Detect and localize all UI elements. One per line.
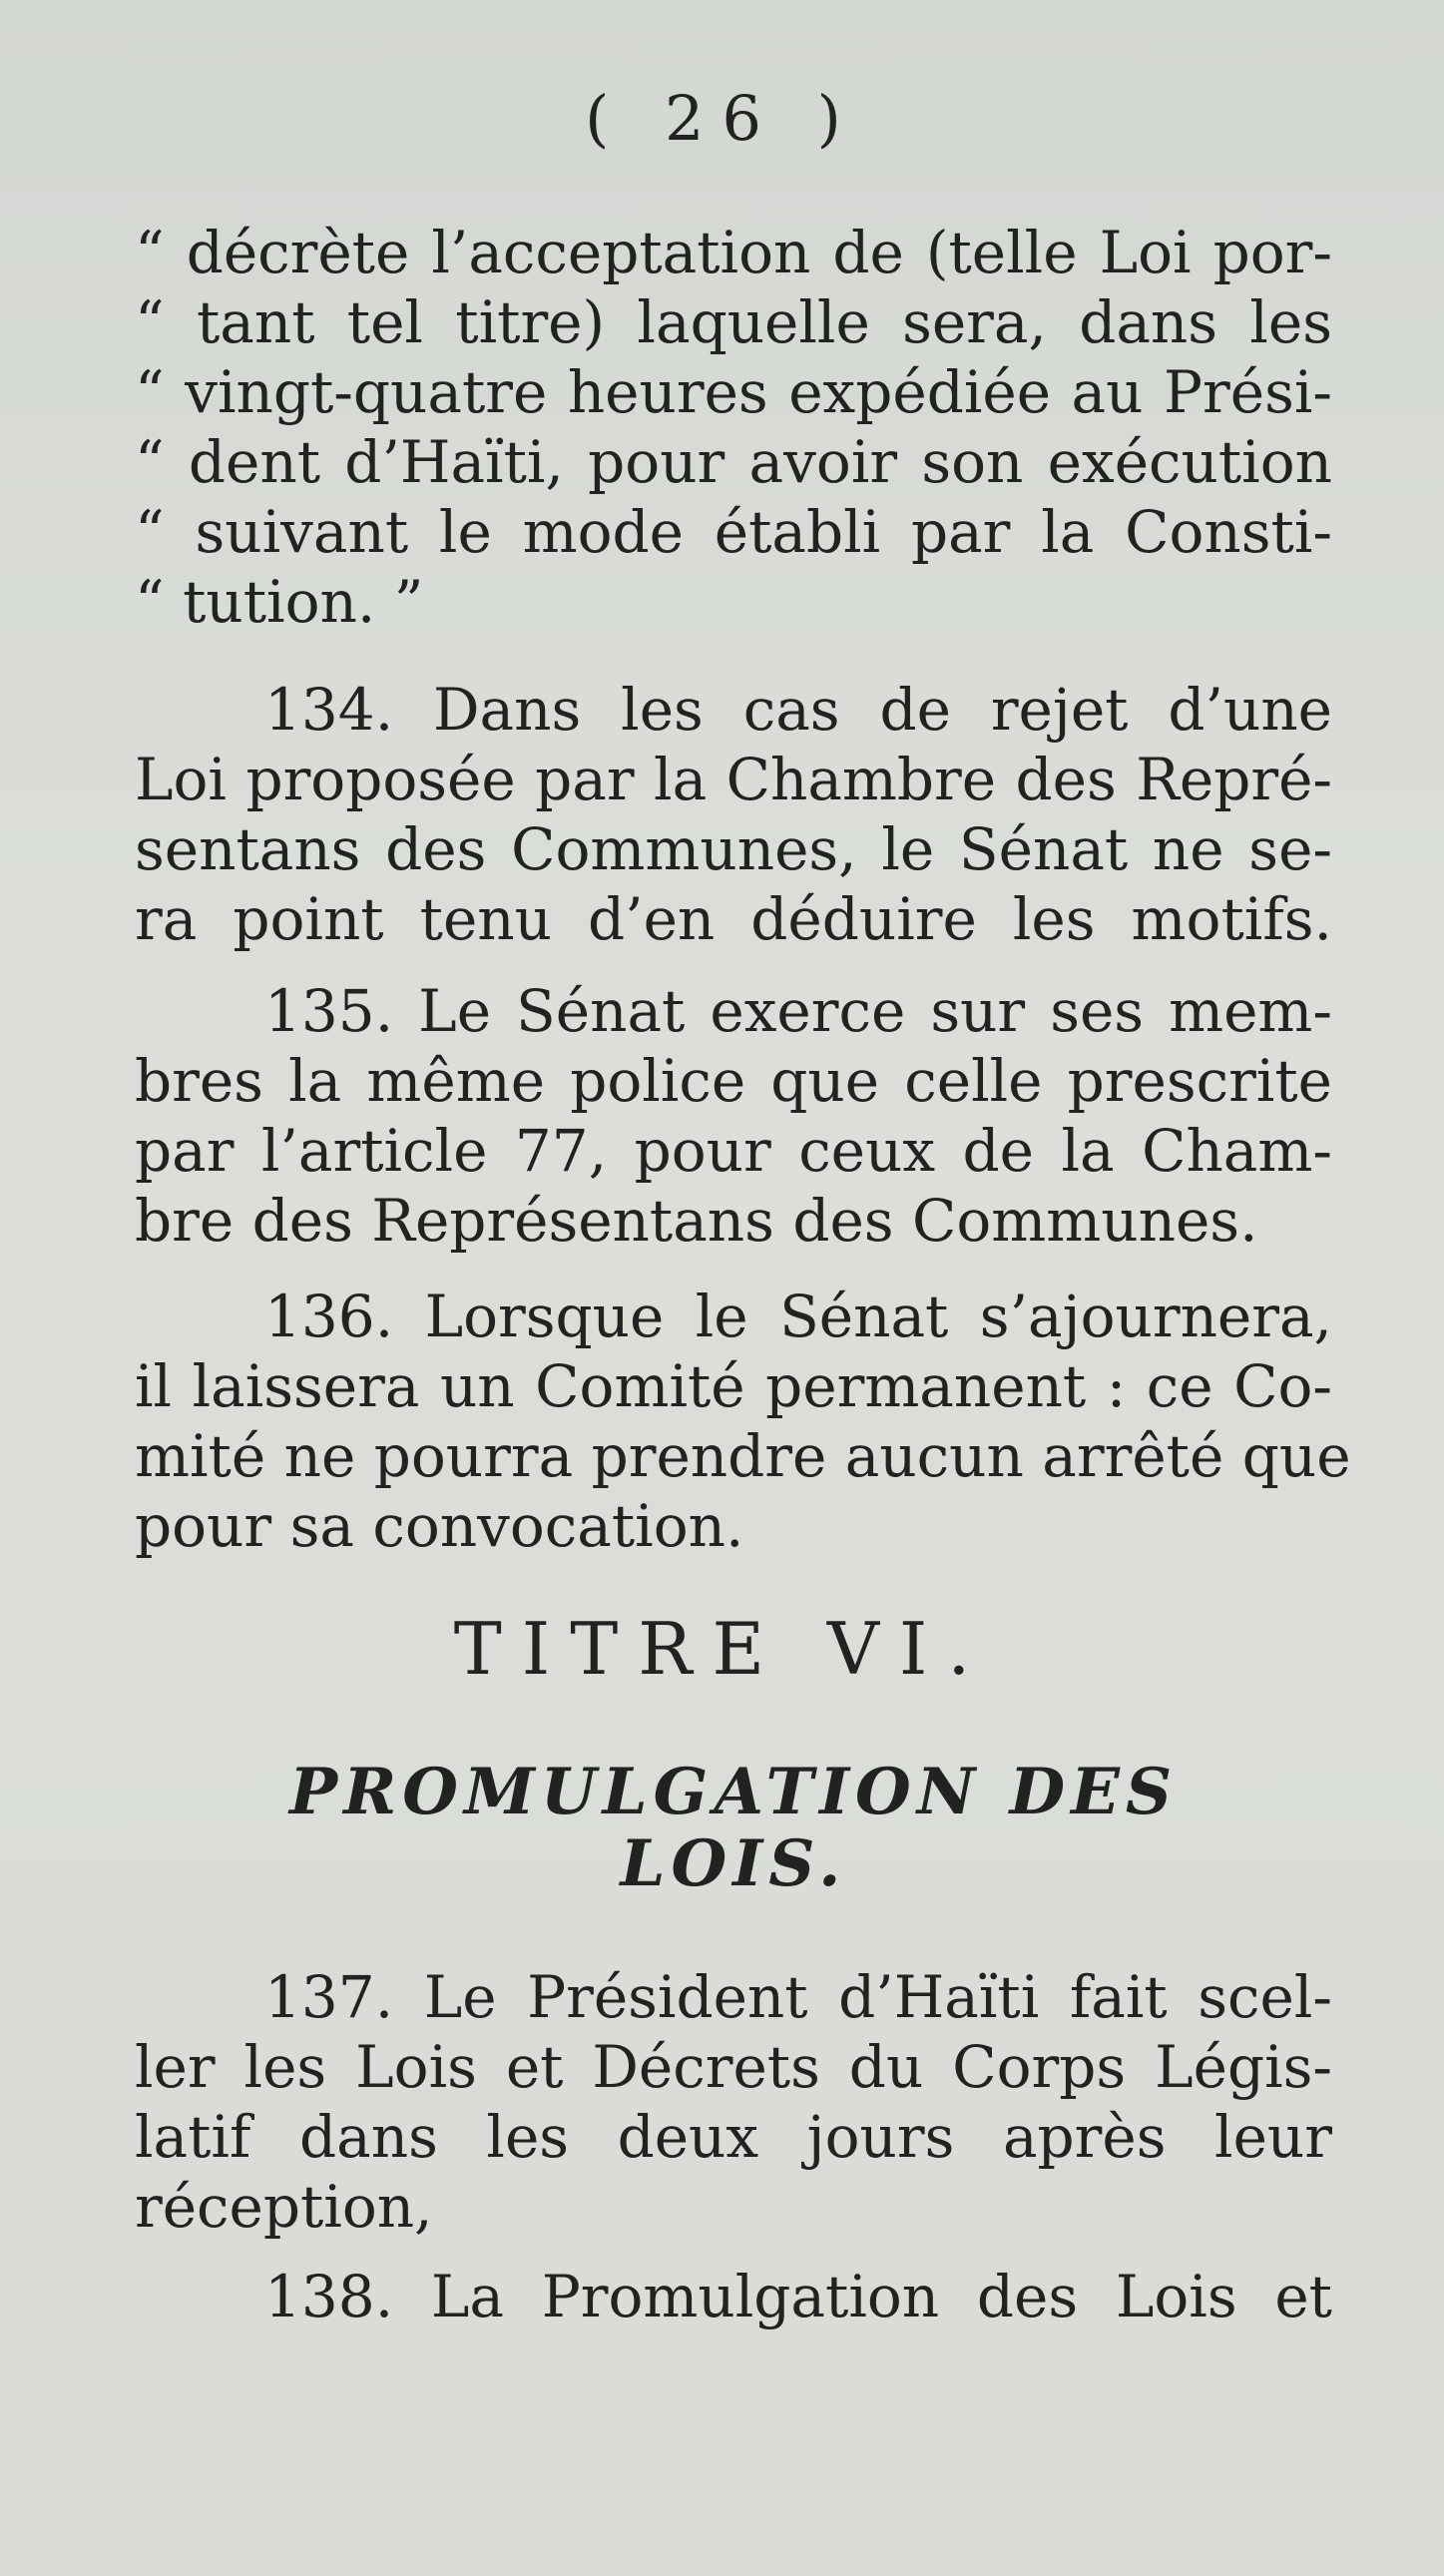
article-136 [135, 1282, 1351, 1561]
text-line: “ suivant le mode établi par la Consti- [135, 498, 1332, 566]
text-line: “ vingt-quatre heures expédiée au Prési- [135, 358, 1332, 426]
text-line: pour sa convocation. [135, 1492, 744, 1560]
text-line: latif dans les deux jours après leur [135, 2103, 1332, 2171]
text-line: “ dent d’Haïti, pour avoir son exécution [135, 428, 1332, 496]
text-line: il laissera un Comité permanent : ce Co- [135, 1352, 1332, 1420]
page-number: ( 26 ) [585, 82, 859, 155]
article-134 [135, 675, 1332, 954]
text-line: réception, [135, 2173, 433, 2241]
text-line: 137. Le Président d’Haïti fait scel- [264, 1963, 1332, 2031]
text-line: mité ne pourra prendre aucun arrêté que [135, 1422, 1351, 1490]
text-line: bres la même police que celle prescrite [135, 1047, 1332, 1115]
text-line: ler les Lois et Décrets du Corps Légis- [135, 2033, 1332, 2101]
section-title: TITRE VI. [453, 1607, 991, 1691]
text-line: 134. Dans les cas de rejet d’une [264, 676, 1332, 744]
article-137 [135, 1962, 1332, 2242]
text-line: bre des Représentans des Communes. [135, 1187, 1258, 1255]
subtitle-line: PROMULGATION DES [288, 1755, 1179, 1829]
text-line: 135. Le Sénat exerce sur ses mem- [264, 977, 1332, 1045]
text-line: 138. La Promulgation des Lois et [264, 2263, 1332, 2330]
text-line: ra point tenu d’en déduire les motifs. [135, 885, 1332, 953]
text-line: Loi proposée par la Chambre des Repré- [135, 746, 1332, 813]
text-line: 136. Lorsque le Sénat s’ajournera, [264, 1283, 1332, 1350]
text-line: par l’article 77, pour ceux de la Cham- [135, 1117, 1332, 1185]
section-subtitle [135, 1757, 1332, 1900]
text-line: sentans des Communes, le Sénat ne se- [135, 815, 1332, 883]
article-135 [135, 976, 1332, 1256]
quoted-decree-text [135, 218, 1332, 637]
text-line: “ tant tel titre) laquelle sera, dans les [135, 288, 1332, 356]
subtitle-line: LOIS. [620, 1826, 847, 1901]
text-line: “ décrète l’acceptation de (telle Loi por- [135, 219, 1332, 286]
article-138 [135, 2262, 1332, 2331]
text-line: “ tution. ” [135, 568, 424, 636]
